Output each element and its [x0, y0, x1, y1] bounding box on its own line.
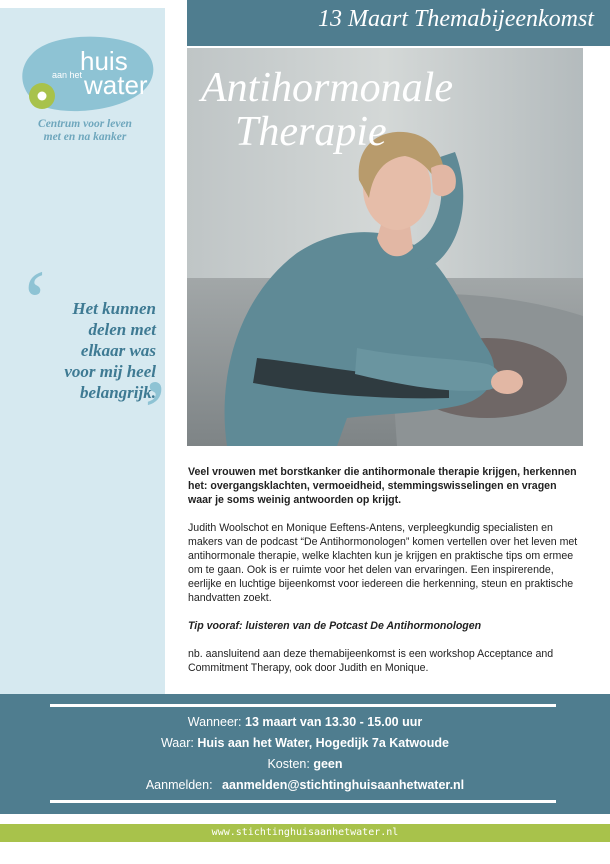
kosten-value: geen — [313, 757, 343, 771]
testimonial-quote — [18, 298, 156, 403]
quote-line-4: voor mij heel — [64, 362, 156, 381]
event-info-band — [0, 694, 610, 814]
quote-line-5: belangrijk. — [79, 383, 156, 402]
logo — [18, 34, 158, 124]
header-tab — [165, 0, 187, 46]
wanneer-value: 13 maart van 13.30 - 15.00 uur — [245, 715, 423, 729]
wanneer-label: Wanneer: — [187, 715, 242, 729]
logo-blob-icon — [18, 34, 158, 124]
tip-line: Tip vooraf: luisteren van de Potcast De Antihormonologen — [188, 620, 482, 632]
aanmelden-email-link[interactable]: aanmelden@stichtinghuisaanhetwater.nl — [222, 778, 465, 792]
footer-url-link[interactable]: www.stichtinghuisaanhetwater.nl — [0, 824, 610, 842]
aanmelden-label: Aanmelden: — [145, 778, 213, 792]
close-quote-icon: ’ — [140, 363, 170, 462]
info-row-kosten — [0, 757, 610, 771]
info-row-waar — [0, 736, 610, 750]
quote-line-1: Het kunnen — [72, 299, 156, 318]
intro-paragraph: Veel vrouwen met borstkanker die antihormonale therapie krijgen, herkennen het: overgangsklachten, vermoeidheid, stemmingswisselingen en vragen waar je soms weinig antwoorden op krijgt. — [188, 466, 577, 506]
kosten-label: Kosten: — [267, 757, 310, 771]
logo-text-huis: huis — [80, 46, 128, 76]
hero-title-line-1: Antihormonale — [201, 65, 453, 111]
hero-photo — [187, 48, 583, 446]
note-paragraph: nb. aansluitend aan deze themabijeenkomst is een workshop Acceptance and Commitment Therapy, ook door Judith en Monique. — [188, 648, 554, 674]
tagline-line-1: Centrum voor leven — [38, 118, 132, 130]
info-divider-top — [50, 704, 556, 707]
info-divider-bottom — [50, 800, 556, 803]
info-row-wanneer — [0, 715, 610, 729]
quote-line-2: delen met — [88, 320, 156, 339]
sidebar-top-strip — [0, 0, 165, 8]
logo-text-aanhet: aan het — [52, 70, 83, 80]
quote-line-3: elkaar was — [80, 341, 156, 360]
open-quote-icon: ‘ — [20, 253, 50, 352]
page-title: 13 Maart Themabijeenkomst — [318, 6, 594, 32]
waar-value: Huis aan het Water, Hogedijk 7a Katwoude — [197, 736, 450, 750]
hero-title — [201, 66, 453, 154]
waar-label: Waar: — [160, 736, 194, 750]
info-row-aanmelden — [0, 778, 610, 792]
speaker-paragraph: Judith Woolschot en Monique Eeftens-Antens, verpleegkundig specialisten en makers van de podcast “De Antihormonologen” komen vertellen over het leven met antihormonale therapie, welke klachten kun je krijgen en praktische tips om ermee om te gaan. Ook is er ruimte voor het delen van ervaringen. Een inspirerende, eerlijke en luchtige bijeenkomst voor iedereen die herkenning, steun en praktische handvatten zoekt. — [188, 522, 578, 604]
logo-tagline — [20, 118, 150, 144]
article-body — [188, 465, 583, 689]
header-band — [165, 0, 610, 46]
logo-text-water: water — [84, 70, 148, 100]
tagline-line-2: met en na kanker — [43, 131, 127, 143]
hero-title-line-2: Therapie — [235, 109, 387, 155]
